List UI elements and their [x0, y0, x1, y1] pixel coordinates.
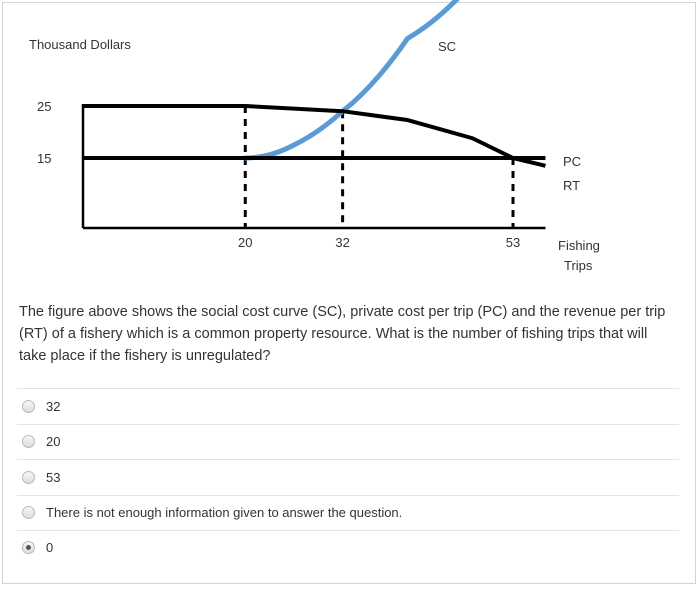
option-32[interactable] — [22, 395, 60, 417]
series-sc-line — [245, 0, 464, 158]
option-label: 0 — [46, 539, 54, 555]
series-label-rt: RT — [563, 178, 581, 193]
y-tick-label-25: 25 — [37, 99, 52, 114]
radio-button[interactable] — [22, 435, 35, 448]
x-axis-label-line1: Fishing — [558, 238, 600, 253]
option-label: There is not enough information given to answer the question. — [46, 504, 403, 520]
option-0[interactable] — [22, 536, 53, 558]
option-divider — [17, 424, 679, 425]
series-label-sc: SC — [438, 39, 457, 54]
option-53[interactable] — [22, 466, 60, 488]
y-tick-label-15: 15 — [37, 151, 52, 166]
option-divider — [17, 530, 679, 531]
x-tick-label-32: 32 — [335, 235, 350, 250]
x-tick-label-20: 20 — [238, 235, 253, 250]
option-divider — [17, 459, 679, 460]
x-tick-label-53: 53 — [505, 235, 521, 250]
radio-button[interactable] — [22, 400, 35, 413]
option-divider — [17, 388, 679, 389]
cost-revenue-chart — [0, 0, 700, 290]
radio-button[interactable] — [22, 471, 35, 484]
option-label: 53 — [46, 469, 61, 485]
option-not-enough-info[interactable] — [22, 501, 402, 523]
series-label-pc: PC — [563, 154, 582, 169]
radio-button[interactable] — [22, 506, 35, 519]
question-text: The figure above shows the social cost curve (SC), private cost per trip (PC) and the revenue per trip (RT) of a fishery which is a common property resource. What is the number of fishing trips that will take place if the fishery is unregulated? — [19, 304, 666, 364]
x-axis-label-line2: Trips — [564, 258, 593, 273]
y-axis-label: Thousand Dollars — [29, 37, 131, 52]
option-20[interactable] — [22, 430, 60, 452]
option-divider — [17, 495, 679, 496]
option-label: 20 — [46, 433, 61, 449]
option-label: 32 — [46, 398, 61, 414]
radio-button-selected[interactable] — [22, 541, 35, 554]
